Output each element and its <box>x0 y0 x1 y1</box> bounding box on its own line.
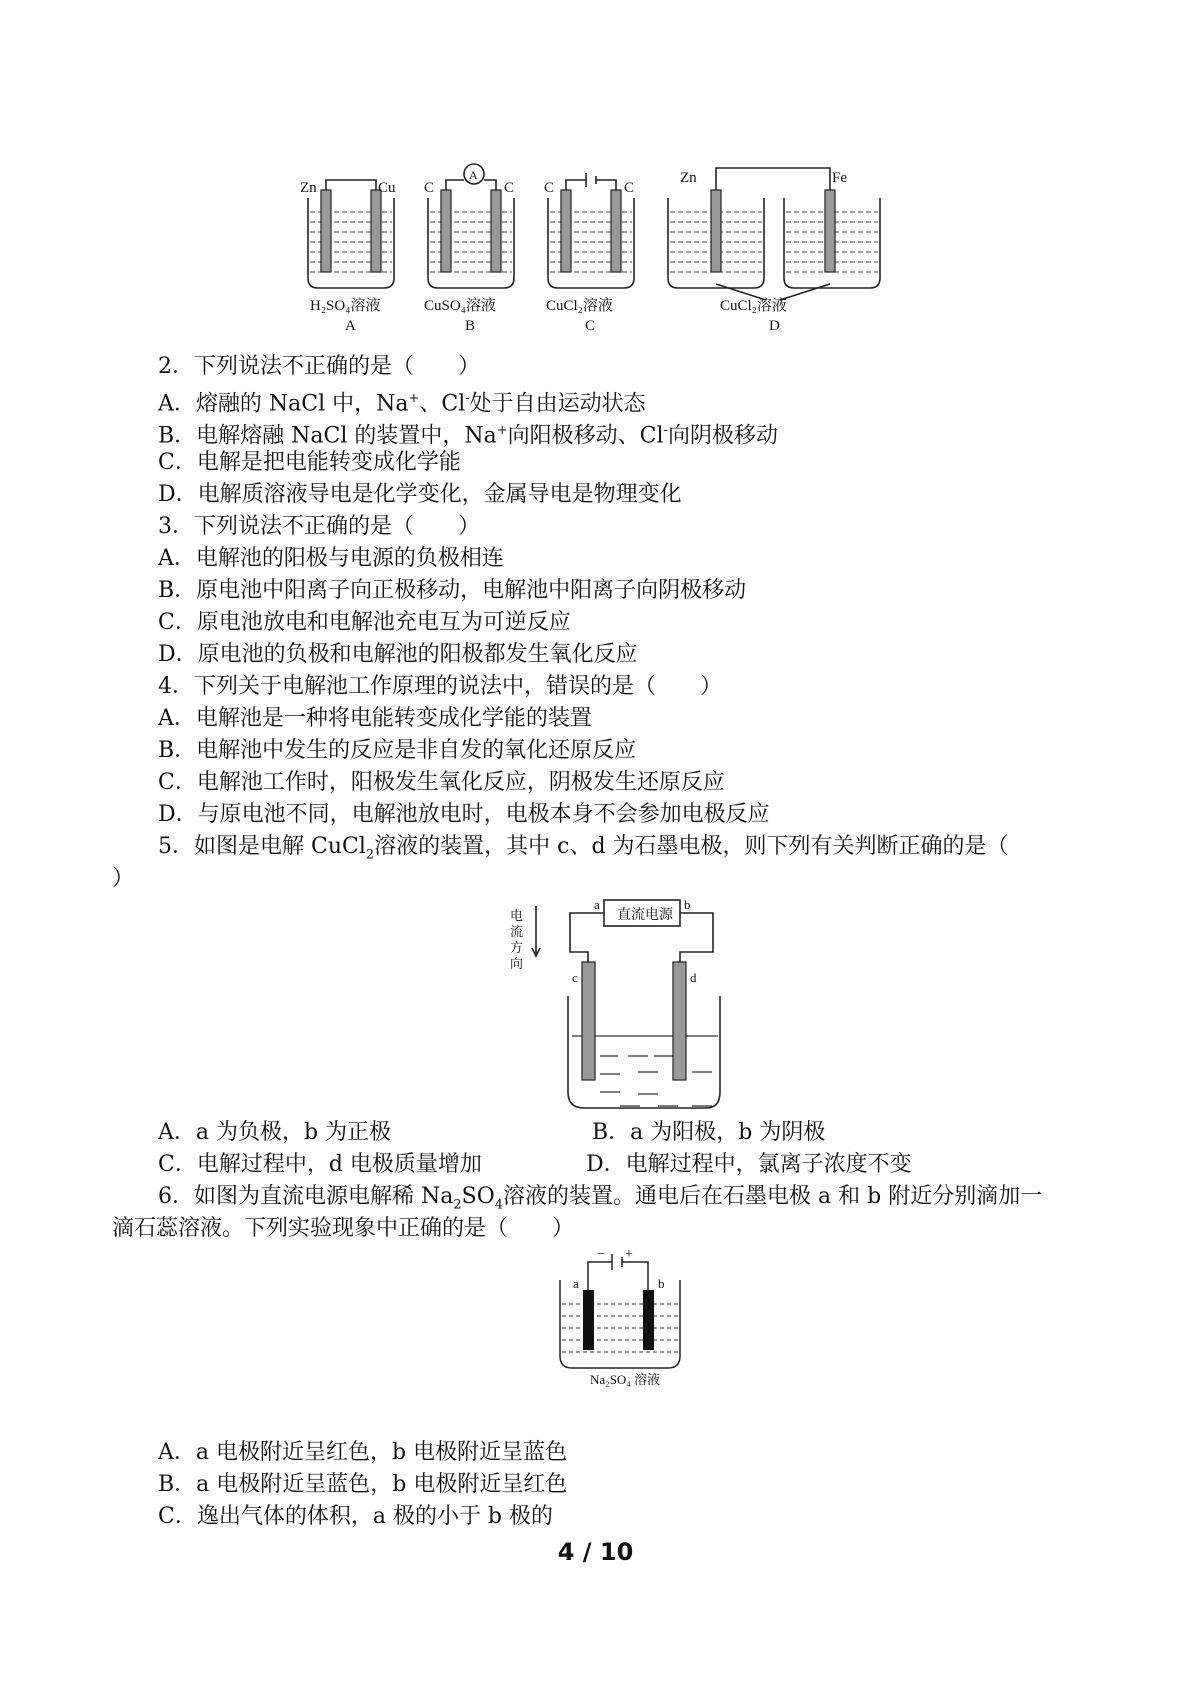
label-c-c-left: C <box>544 180 555 196</box>
q4-option-a: A．电解池是一种将电能转变成化学能的装置 <box>158 706 592 731</box>
apparatus-letter-d: D <box>769 318 780 334</box>
current-dir-char-4: 向 <box>510 956 524 971</box>
electrode-c-label: c <box>572 970 578 985</box>
q4-option-b: B．电解池中发生的反应是非自发的氧化还原反应 <box>158 738 637 763</box>
q5-option-a: A．a 为负极，b 为正极 <box>158 1120 392 1145</box>
label-c-b-left: C <box>424 180 435 196</box>
terminal-b-label: b <box>684 897 691 912</box>
label-zn-d: Zn <box>680 170 697 186</box>
dc-power-label: 直流电源 <box>617 908 673 923</box>
q2-stem: 2．下列说法不正确的是（ ） <box>158 354 480 379</box>
negative-terminal-sign: − <box>597 1247 605 1262</box>
apparatus-letter-c: C <box>585 318 596 334</box>
q6-stem-continuation: 滴石蕊溶液。下列实验现象中正确的是（ ） <box>112 1216 575 1241</box>
q5-option-b: B．a 为阳极，b 为阴极 <box>592 1120 826 1145</box>
current-dir-char-2: 流 <box>510 924 524 939</box>
na2so4-solution-label: Na₂SO₄ 溶液 <box>590 1372 661 1387</box>
electrode-a <box>583 1290 594 1350</box>
current-dir-char-3: 方 <box>510 940 524 955</box>
apparatus-letter-b: B <box>465 318 476 334</box>
apparatus-letter-a: A <box>345 318 356 334</box>
q4-option-c: C．电解池工作时，阳极发生氧化反应，阴极发生还原反应 <box>158 770 725 795</box>
electrode-b-label: b <box>658 1276 665 1291</box>
q3-option-a: A．电解池的阳极与电源的负极相连 <box>158 546 504 571</box>
q4-option-d: D．与原电池不同，电解池放电时，电极本身不会参加电极反应 <box>158 802 770 827</box>
label-zn-a: Zn <box>300 180 317 196</box>
label-c-c-right: C <box>624 180 635 196</box>
page-number: 4 / 10 <box>557 1538 634 1566</box>
q3-option-d: D．原电池的负极和电解池的阳极都发生氧化反应 <box>158 642 638 667</box>
q3-option-b: B．原电池中阳离子向正极移动，电解池中阳离子向阴极移动 <box>158 578 747 603</box>
terminal-a-label: a <box>594 897 600 912</box>
ammeter-symbol: A <box>469 168 478 182</box>
positive-terminal-sign: + <box>625 1247 633 1262</box>
solution-label-b: CuSO₄溶液 <box>424 298 496 314</box>
q2-option-a: A．熔融的 NaCl 中，Na+、Cl-处于自由运动状态 <box>158 391 646 417</box>
q6-option-a: A．a 电极附近呈红色，b 电极附近呈蓝色 <box>158 1440 568 1465</box>
q2-option-d: D．电解质溶液导电是化学变化，金属导电是物理变化 <box>158 482 682 507</box>
label-cu-a: Cu <box>378 180 396 196</box>
q3-option-c: C．原电池放电和电解池充电互为可逆反应 <box>158 610 571 635</box>
apparatus-figure-abcd <box>300 160 940 335</box>
q3-stem: 3．下列说法不正确的是（ ） <box>158 514 480 539</box>
q5-option-c: C．电解过程中，d 电极质量增加 <box>158 1152 482 1177</box>
current-dir-char-1: 电 <box>510 908 524 923</box>
q2-option-c: C．电解是把电能转变成化学能 <box>158 450 461 475</box>
q6-option-b: B．a 电极附近呈蓝色，b 电极附近呈红色 <box>158 1472 568 1497</box>
q6-option-c: C．逸出气体的体积，a 极的小于 b 极的 <box>158 1504 554 1529</box>
solution-label-a: H₂SO₄溶液 <box>310 298 381 314</box>
cucl2-electrolysis-figure <box>510 896 728 1114</box>
electrode-b <box>643 1290 654 1350</box>
label-c-b-right: C <box>504 180 515 196</box>
label-fe-d: Fe <box>832 170 847 186</box>
electrode-a-label: a <box>573 1276 579 1291</box>
electrode-d-label: d <box>690 970 697 985</box>
solution-label-c: CuCl₂溶液 <box>546 298 613 314</box>
q5-stem-continuation: ） <box>112 866 135 891</box>
q5-stem: 5．如图是电解 CuCl$_2$溶液的装置，其中 c、d 为石墨电极，则下列有关判断正确的是（ <box>158 834 1009 863</box>
q5-option-d: D．电解过程中，氯离子浓度不变 <box>586 1152 912 1177</box>
na2so4-electrolysis-figure <box>556 1246 696 1386</box>
q6-stem: 6．如图为直流电源电解稀 $Na_2SO_4$溶液的装置。通电后在石墨电极 a 和 b 附近分别滴加一 <box>158 1184 1043 1213</box>
solution-label-d: CuCl₂溶液 <box>720 298 787 314</box>
q2-option-b: B．电解熔融 NaCl 的装置中，Na+向阳极移动、Cl-向阴极移动 <box>158 423 778 449</box>
q4-stem: 4．下列关于电解池工作原理的说法中，错误的是（ ） <box>158 674 722 699</box>
